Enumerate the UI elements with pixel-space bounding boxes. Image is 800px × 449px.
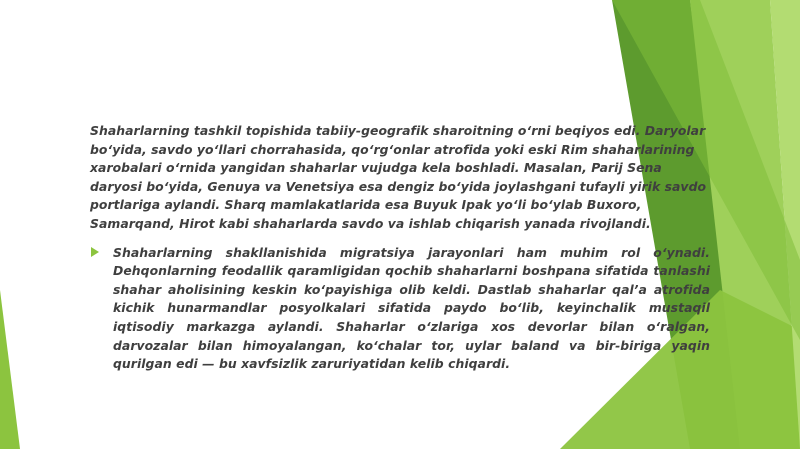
green-triangle-bullet-icon	[91, 247, 99, 257]
intro-paragraph: Shaharlarning tashkil topishida tabiiy-geografik sharoitning o‘rni beqiyos edi. Daryolar bo‘yida, savdo yo‘llari chorrahasida, qo‘rg‘onlar atrofida yoki eski Rim shaharlarining xarobalari o‘rnida yangidan shaharlar vujudga kela boshladi. Masalan, Parij Sena daryosi bo‘yida, Genuya va Venetsiya esa dengiz bo‘yida joylashgani tufayli yirik savdo portlariga aylandi. Sharq mamlakatlarida esa Buyuk Ipak yo‘li bo‘ylab Buxoro, Samarqand, Hirot kabi shaharlarda savdo va ishlab chiqarish yanada rivojlandi.	[90, 123, 707, 231]
slide-content	[90, 122, 710, 374]
bullet-item	[90, 244, 710, 374]
bullet-text: Shaharlarning shakllanishida migratsiya jarayonlari ham muhim rol o‘ynadi. Dehqonlarning feodallik qaramligidan qochib shaharlarni boshpana sifatida tanlashi shahar aholisining keskin ko‘payishiga olib keldi. Dastlab shaharlar qal’a atrofida kichik hunarmandlar posyolkalari sifatida paydo bo‘lib, keyinchalik mustaqil iqtisodiy markazga aylandi. Shaharlar o‘zlariga xos devorlar bilan o‘ralgan, darvozalar bilan himoyalangan, ko‘chalar tor, uylar baland va bir-biriga yaqin qurilgan edi — bu xavfsizlik zaruriyatidan kelib chiqardi.	[113, 244, 710, 372]
left-green-accent	[0, 290, 20, 449]
